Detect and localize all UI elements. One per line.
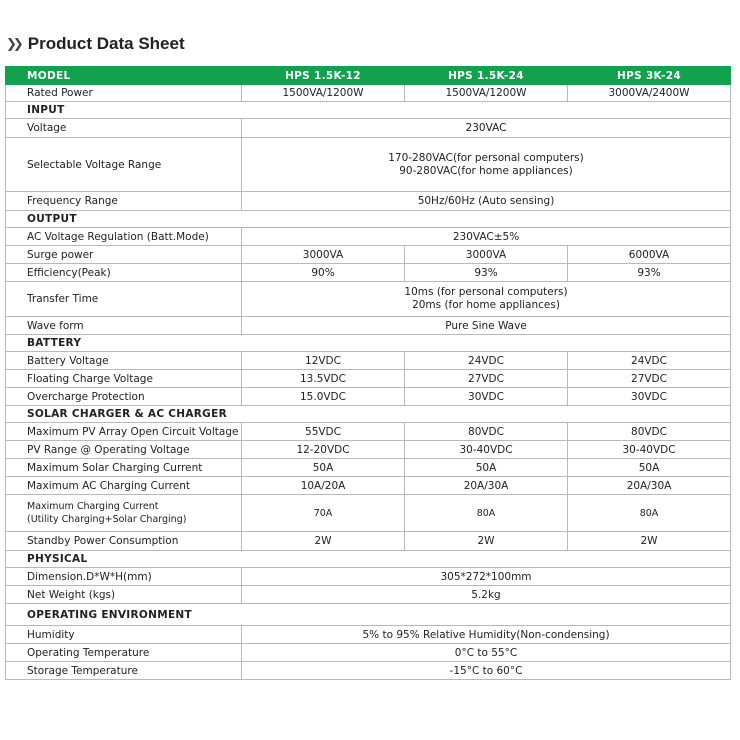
row-label: Voltage bbox=[6, 119, 242, 138]
row-label bbox=[6, 495, 242, 532]
table-row bbox=[6, 352, 731, 370]
table-row bbox=[6, 192, 731, 211]
row-label: Efficiency(Peak) bbox=[6, 264, 242, 282]
table-row bbox=[6, 644, 731, 662]
section-row-environment bbox=[6, 604, 731, 626]
section-heading: OUTPUT bbox=[6, 211, 731, 228]
cell: 80A bbox=[405, 495, 568, 532]
section-row-battery bbox=[6, 335, 731, 352]
cell: 1500VA/1200W bbox=[405, 85, 568, 102]
row-label: AC Voltage Regulation (Batt.Mode) bbox=[6, 228, 242, 246]
cell: 20A/30A bbox=[568, 477, 731, 495]
table-row bbox=[6, 495, 731, 532]
cell: 10A/20A bbox=[242, 477, 405, 495]
row-label: Frequency Range bbox=[6, 192, 242, 211]
section-heading: SOLAR CHARGER & AC CHARGER bbox=[6, 406, 731, 423]
title-text: Product Data Sheet bbox=[27, 34, 185, 53]
row-label-line: (Utility Charging+Solar Charging) bbox=[27, 514, 187, 525]
product-data-table bbox=[5, 66, 731, 680]
row-label: Operating Temperature bbox=[6, 644, 242, 662]
cell: 55VDC bbox=[242, 423, 405, 441]
row-label: Wave form bbox=[6, 317, 242, 335]
cell: 50Hz/60Hz (Auto sensing) bbox=[242, 192, 731, 211]
table-row bbox=[6, 246, 731, 264]
cell: 80VDC bbox=[405, 423, 568, 441]
table-row bbox=[6, 264, 731, 282]
cell: 70A bbox=[242, 495, 405, 532]
section-row-physical bbox=[6, 551, 731, 568]
cell: Pure Sine Wave bbox=[242, 317, 731, 335]
cell: 90% bbox=[242, 264, 405, 282]
cell: 80A bbox=[568, 495, 731, 532]
table-row bbox=[6, 85, 731, 102]
cell bbox=[242, 138, 731, 192]
cell: 305*272*100mm bbox=[242, 568, 731, 586]
cell: 230VAC±5% bbox=[242, 228, 731, 246]
model-3: HPS 3K-24 bbox=[568, 67, 731, 85]
cell: 2W bbox=[242, 532, 405, 551]
cell: 50A bbox=[568, 459, 731, 477]
cell: -15°C to 60°C bbox=[242, 662, 731, 680]
cell: 30-40VDC bbox=[405, 441, 568, 459]
cell: 20A/30A bbox=[405, 477, 568, 495]
table-row bbox=[6, 477, 731, 495]
model-1: HPS 1.5K-12 bbox=[242, 67, 405, 85]
row-label: Selectable Voltage Range bbox=[6, 138, 242, 192]
cell: 12VDC bbox=[242, 352, 405, 370]
table-row bbox=[6, 532, 731, 551]
cell: 93% bbox=[568, 264, 731, 282]
cell: 24VDC bbox=[568, 352, 731, 370]
cell bbox=[242, 282, 731, 317]
row-label: Maximum PV Array Open Circuit Voltage bbox=[6, 423, 242, 441]
row-label: Humidity bbox=[6, 626, 242, 644]
cell: 30VDC bbox=[405, 388, 568, 406]
table-row bbox=[6, 459, 731, 477]
cell: 230VAC bbox=[242, 119, 731, 138]
table-row bbox=[6, 228, 731, 246]
row-label: Maximum Solar Charging Current bbox=[6, 459, 242, 477]
cell: 6000VA bbox=[568, 246, 731, 264]
cell-line: 90-280VAC(for home appliances) bbox=[399, 164, 573, 177]
cell: 3000VA bbox=[242, 246, 405, 264]
row-label: PV Range @ Operating Voltage bbox=[6, 441, 242, 459]
section-row-solar bbox=[6, 406, 731, 423]
row-label: Maximum AC Charging Current bbox=[6, 477, 242, 495]
cell: 30-40VDC bbox=[568, 441, 731, 459]
cell: 27VDC bbox=[568, 370, 731, 388]
table-row bbox=[6, 138, 731, 192]
cell: 80VDC bbox=[568, 423, 731, 441]
table-row bbox=[6, 441, 731, 459]
table-row bbox=[6, 282, 731, 317]
section-heading: OPERATING ENVIRONMENT bbox=[6, 604, 731, 626]
cell: 50A bbox=[242, 459, 405, 477]
row-label: Standby Power Consumption bbox=[6, 532, 242, 551]
row-label: Overcharge Protection bbox=[6, 388, 242, 406]
model-2: HPS 1.5K-24 bbox=[405, 67, 568, 85]
cell: 15.0VDC bbox=[242, 388, 405, 406]
section-heading: INPUT bbox=[6, 102, 731, 119]
row-label: Battery Voltage bbox=[6, 352, 242, 370]
table-header-row bbox=[6, 67, 731, 85]
table-row bbox=[6, 662, 731, 680]
section-row-output bbox=[6, 211, 731, 228]
cell: 2W bbox=[405, 532, 568, 551]
cell: 5.2kg bbox=[242, 586, 731, 604]
cell: 5% to 95% Relative Humidity(Non-condensing) bbox=[242, 626, 731, 644]
cell-line: 170-280VAC(for personal computers) bbox=[388, 151, 584, 164]
row-label: Rated Power bbox=[6, 85, 242, 102]
model-header: MODEL bbox=[6, 67, 242, 85]
table-row bbox=[6, 423, 731, 441]
cell: 2W bbox=[568, 532, 731, 551]
table-row bbox=[6, 317, 731, 335]
table-row bbox=[6, 568, 731, 586]
table-row bbox=[6, 626, 731, 644]
section-heading: PHYSICAL bbox=[6, 551, 731, 568]
cell: 13.5VDC bbox=[242, 370, 405, 388]
cell: 3000VA bbox=[405, 246, 568, 264]
cell: 0°C to 55°C bbox=[242, 644, 731, 662]
row-label: Dimension.D*W*H(mm) bbox=[6, 568, 242, 586]
row-label: Transfer Time bbox=[6, 282, 242, 317]
cell-line: 10ms (for personal computers) bbox=[404, 286, 568, 298]
table-row bbox=[6, 370, 731, 388]
table-row bbox=[6, 119, 731, 138]
cell: 50A bbox=[405, 459, 568, 477]
cell: 24VDC bbox=[405, 352, 568, 370]
row-label-line: Maximum Charging Current bbox=[27, 501, 159, 512]
page-title bbox=[6, 33, 185, 55]
section-row-input bbox=[6, 102, 731, 119]
table-row bbox=[6, 388, 731, 406]
row-label: Storage Temperature bbox=[6, 662, 242, 680]
row-label: Net Weight (kgs) bbox=[6, 586, 242, 604]
cell: 93% bbox=[405, 264, 568, 282]
cell-line: 20ms (for home appliances) bbox=[412, 299, 560, 311]
row-label: Surge power bbox=[6, 246, 242, 264]
cell: 3000VA/2400W bbox=[568, 85, 731, 102]
cell: 1500VA/1200W bbox=[242, 85, 405, 102]
cell: 12-20VDC bbox=[242, 441, 405, 459]
cell: 30VDC bbox=[568, 388, 731, 406]
cell: 27VDC bbox=[405, 370, 568, 388]
row-label: Floating Charge Voltage bbox=[6, 370, 242, 388]
double-chevron-icon: ❯❯ bbox=[6, 36, 20, 52]
section-heading: BATTERY bbox=[6, 335, 731, 352]
table-row bbox=[6, 586, 731, 604]
